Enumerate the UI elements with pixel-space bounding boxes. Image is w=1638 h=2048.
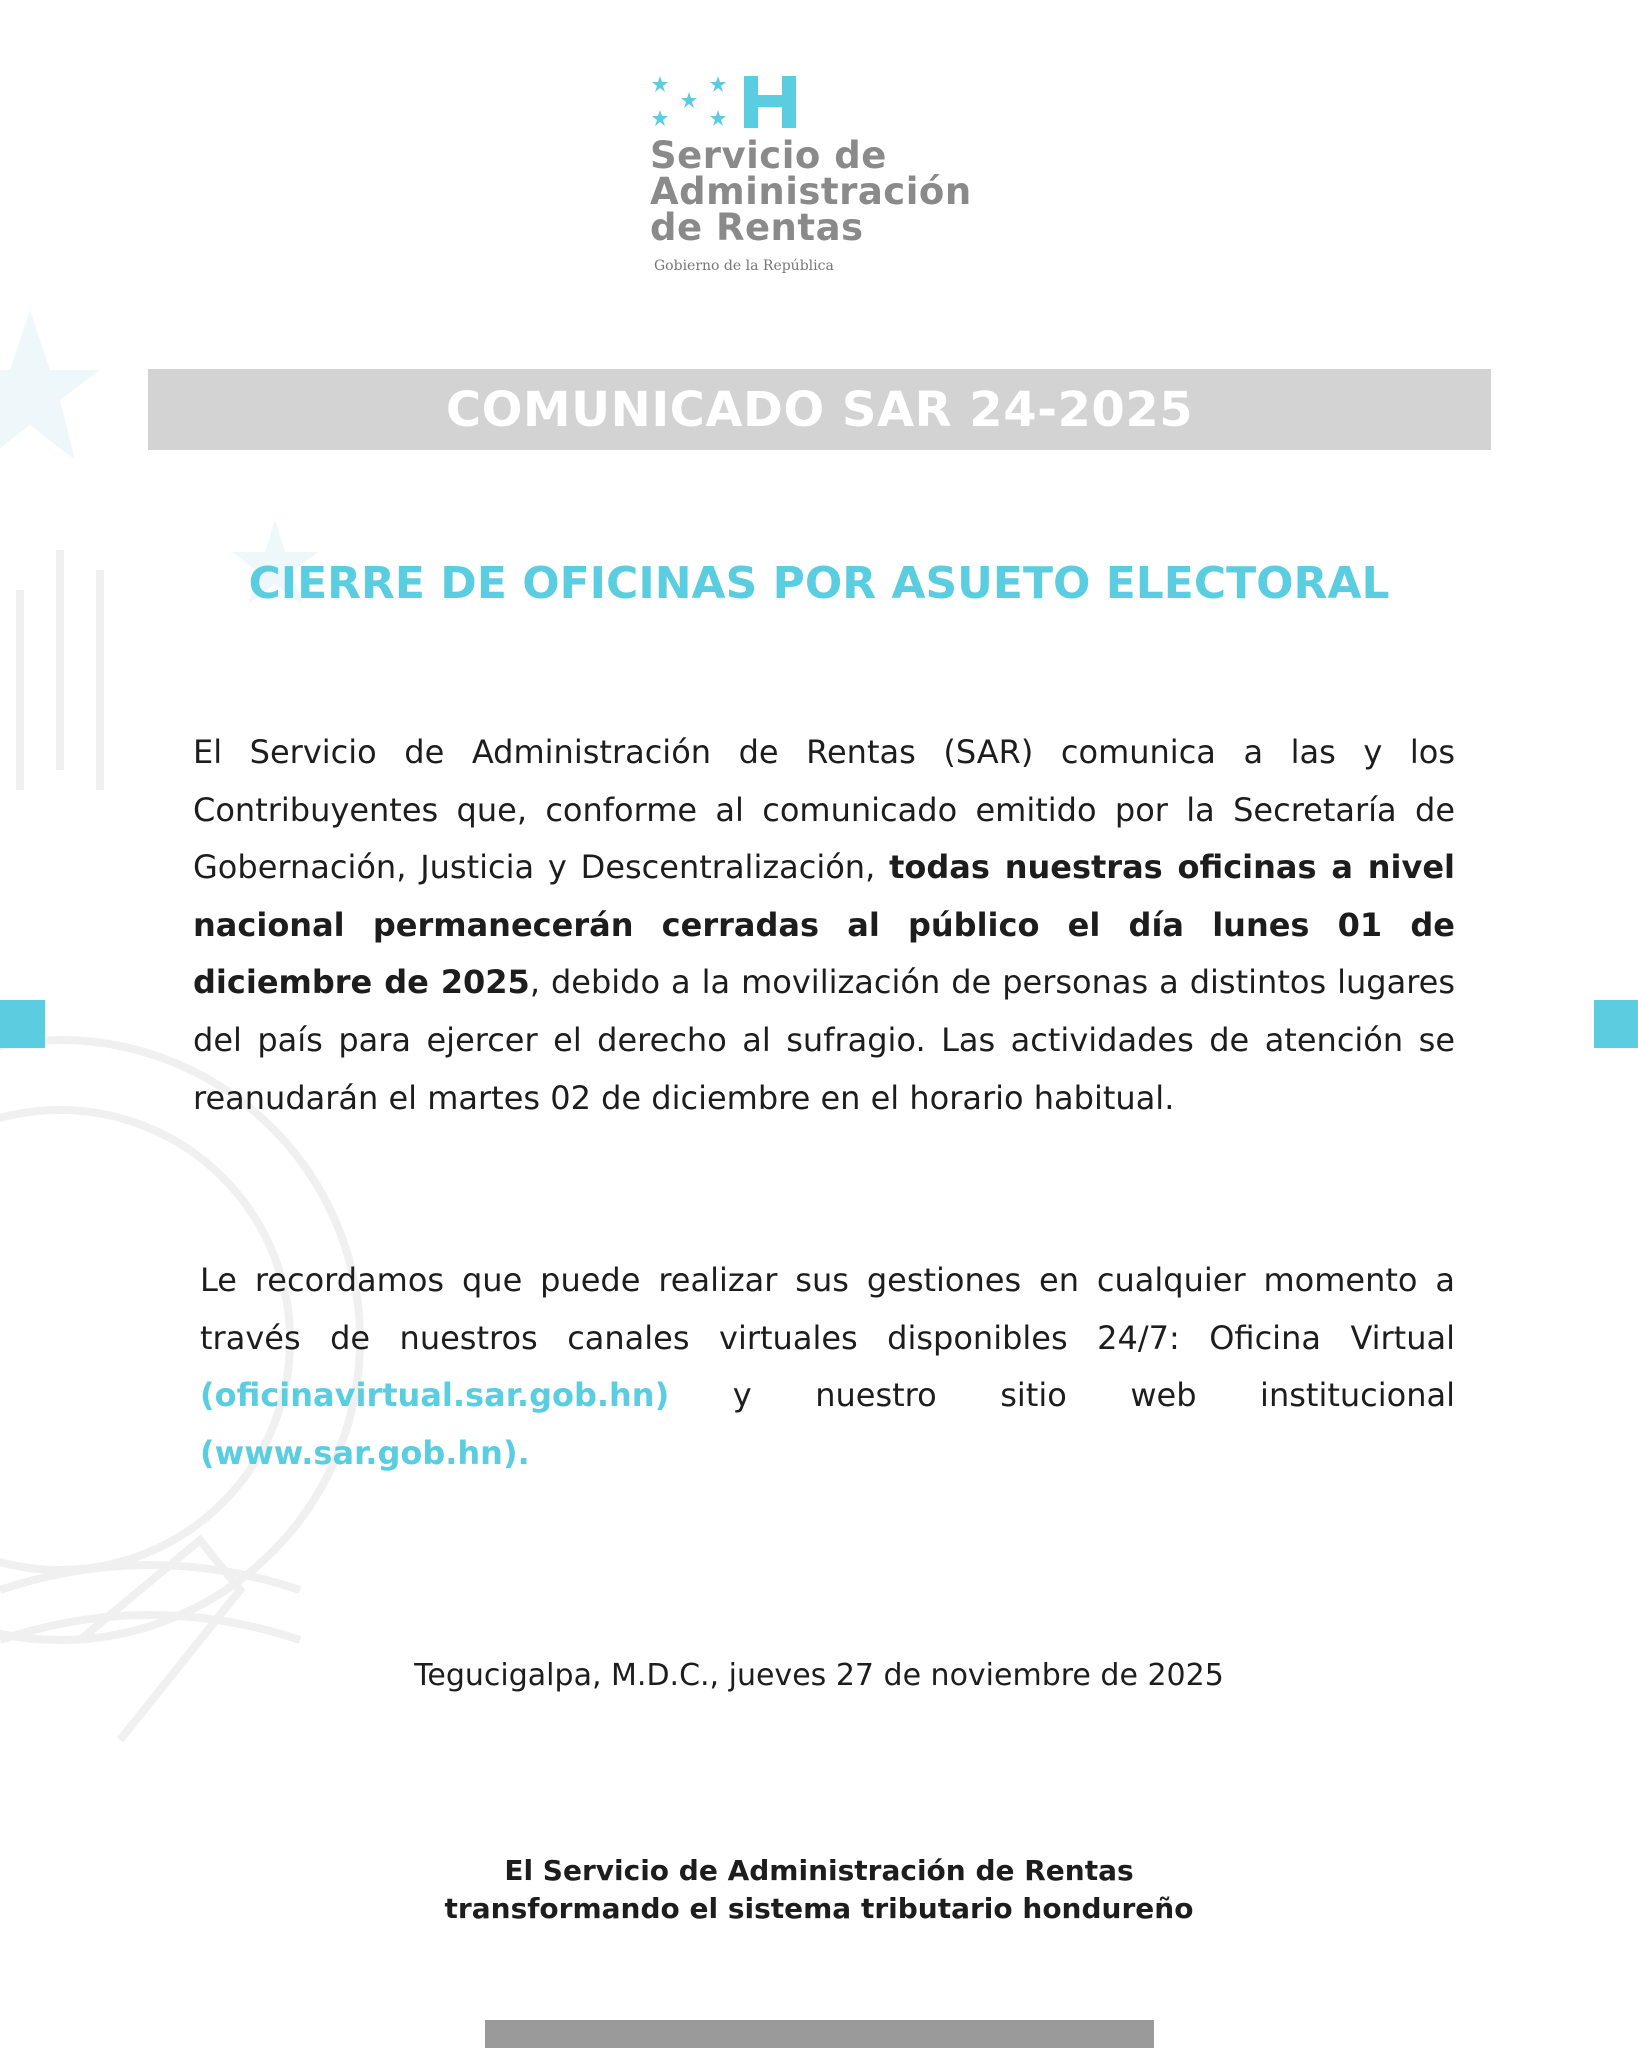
watermark-star-icon (0, 310, 100, 460)
left-accent-square (0, 1000, 45, 1048)
announcement-heading: CIERRE DE OFICINAS POR ASUETO ELECTORAL (248, 558, 1390, 609)
logo-wordmark (650, 134, 972, 249)
body-paragraph-2 (200, 1252, 1455, 1482)
logo-line: Servicio de (650, 134, 887, 177)
date-line: Tegucigalpa, M.D.C., jueves 27 de noviembre de 2025 (414, 1658, 1224, 1693)
website-link[interactable]: (www.sar.gob.hn). (200, 1433, 530, 1472)
logo-subtitle: Gobierno de la República (654, 258, 834, 274)
logo-stars-icon (648, 74, 728, 130)
tagline-line: transformando el sistema tributario hondureño (444, 1892, 1194, 1925)
communique-banner (148, 369, 1491, 450)
paragraph-text: , debido a la movilización de personas a distintos lugares del país para ejercer el derecho al sufragio. Las actividades de atención se reanudarán el martes 02 de diciembre en el horario habitual. (193, 963, 1456, 1117)
body-paragraph-1 (193, 724, 1455, 1127)
tagline (0, 1852, 1638, 1928)
virtual-office-link[interactable]: (oficinavirtual.sar.gob.hn) (200, 1376, 670, 1415)
footer-bar (485, 2020, 1154, 2048)
logo-line: de Rentas (650, 206, 864, 249)
paragraph-text: y nuestro sitio web institucional (669, 1376, 1455, 1415)
paragraph-text: Le recordamos que puede realizar sus gestiones en cualquier momento a través de nuestros canales virtuales disponibles 24/7: Oficina Virtual (200, 1261, 1455, 1357)
paragraph-text: El Servicio de Administración de Rentas (SAR) comunica a las y los Contribuyentes que, conforme al comunicado emitido por la Secretaría de Gobernación, Justicia y Descentralización, (193, 733, 1455, 887)
paragraph-bold-text: todas nuestras oficinas a nivel nacional permanecerán cerradas al público el día lunes 01 de diciembre de 2025 (193, 848, 1456, 1002)
right-accent-square (1594, 1000, 1638, 1048)
communique-title: COMUNICADO SAR 24-2025 (445, 381, 1194, 438)
tagline-line: El Servicio de Administración de Rentas (504, 1854, 1134, 1887)
logo-line: Administración (650, 170, 972, 213)
logo-h-icon (744, 76, 796, 128)
